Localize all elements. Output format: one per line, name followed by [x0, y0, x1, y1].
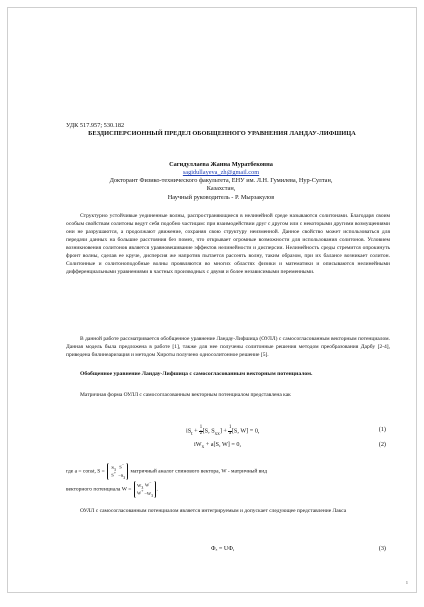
equation-3-expression: Φₓ = UΦ, — [211, 545, 235, 552]
equation-2-expression: $iW_x + a[S$, W] = 0, — [194, 441, 242, 451]
potential-matrix: $W_3$ W− $W^+-W_3$ — [134, 481, 156, 498]
udk-code: УДК 517.957; 530.182 — [66, 122, 125, 129]
spin-matrix: $S_3$ S− $S^+ -S_3$ — [107, 463, 128, 480]
paper-title: БЕЗДИСПЕРСИОННЫЙ ПРЕДЕЛ ОБОБЩЕННОГО УРАВНЕНИЯ ЛАНДАУ-ЛИФШИЦА — [88, 130, 356, 137]
document-page — [7, 7, 417, 593]
intro-paragraph: Структурно устойчивые уединенные волны, распространяющиеся в нелинейной среде называются солитонами. Благодаря своим особым свойствам солитоны ведут себя подобно частицам: при взаимодействии друг с другом или с некоторыми другими возмущениями они не разрушаются, а продолжают движение, сохраняя свою структуру неизменной. Данное свойство может использоваться для передачи данных на большие расстояния без помех, что открывает огромные возможности для использования солитонов. Условием возникновения солитонов является уравновешивание эффектов нелинейности и дисперсии. Нелинейность среды стремится опрокинуть фронт волны, сделав ее круче, дисперсия же напротив пытается рассеять волну, таким образом, при их балансе возникает солитон. Солитонные и солитоноподобные волны проявляются во многих областях физики и математики и описываются нелинейными дифференциальными уравнениями в частных производных с двумя и более независимыми переменными. — [66, 213, 390, 275]
supervisor-line: Научный руководитель - Р. Мырзакулов — [167, 194, 275, 201]
definition-2-start: векторного потенциала — [66, 486, 121, 493]
equation-3-number: (3) — [378, 545, 386, 552]
affiliation-line-2: Казахстан, — [206, 185, 236, 192]
section-heading: Обобщенное уравнение Ландау-Лифшица с самосогласованным векторным потенциалом. — [80, 371, 313, 377]
affiliation-line-1: Докторант Физико-технического факультета, ЕНУ им. Л.Н. Гумилева, Нур-Султан, — [109, 177, 333, 184]
page-number: 1 — [405, 580, 408, 585]
definition-line-2: векторного потенциала $W = W_3$ W− $W^+-W_3$. — [66, 481, 158, 498]
author-email-link[interactable]: sagidullayeva_zh@gmail.com — [182, 169, 260, 176]
matrix-form-paragraph: Матричная форма ОУЛЛ с самосогласованным векторным потенциалом представлена как — [80, 392, 291, 398]
definition-1-start: где a = const, — [66, 468, 96, 475]
equation-1-expression: $iS_t$ + $\frac{1}{2}$ [S, $S_{xx}$] + $\frac{1}{a}$ [S, W] = 0, — [186, 425, 260, 437]
equation-1-number: (1) — [378, 426, 386, 433]
definition-1-end: матричный аналог спинового вектора, W - матричный вид — [130, 468, 268, 475]
lax-paragraph: ОУЛЛ с самосогласованным потенциалом является интегрируемым и допускает следующее представление Лакса — [80, 508, 347, 514]
work-description-paragraph: В данной работе рассматривается обобщенное уравнение Ландау-Лифшица (ОУЛЛ) с самосогласованным векторным потенциалом. Данная модель была предложена в работе [1], также для нее получены солитонные решения методом преобразования Дарбу [2-4], приведена билинеаризация и методом Хироты получено односолитонное решение [5]. — [66, 336, 390, 358]
author-name: Сагидуллаева Жанна Муратбековна — [169, 161, 273, 168]
definition-line-1: где a = const, $S = S_3$ S− $S^+ -S_3$ матричный аналог спинового вектора, W - матричный вид — [66, 463, 268, 480]
equation-2-number: (2) — [378, 441, 386, 448]
